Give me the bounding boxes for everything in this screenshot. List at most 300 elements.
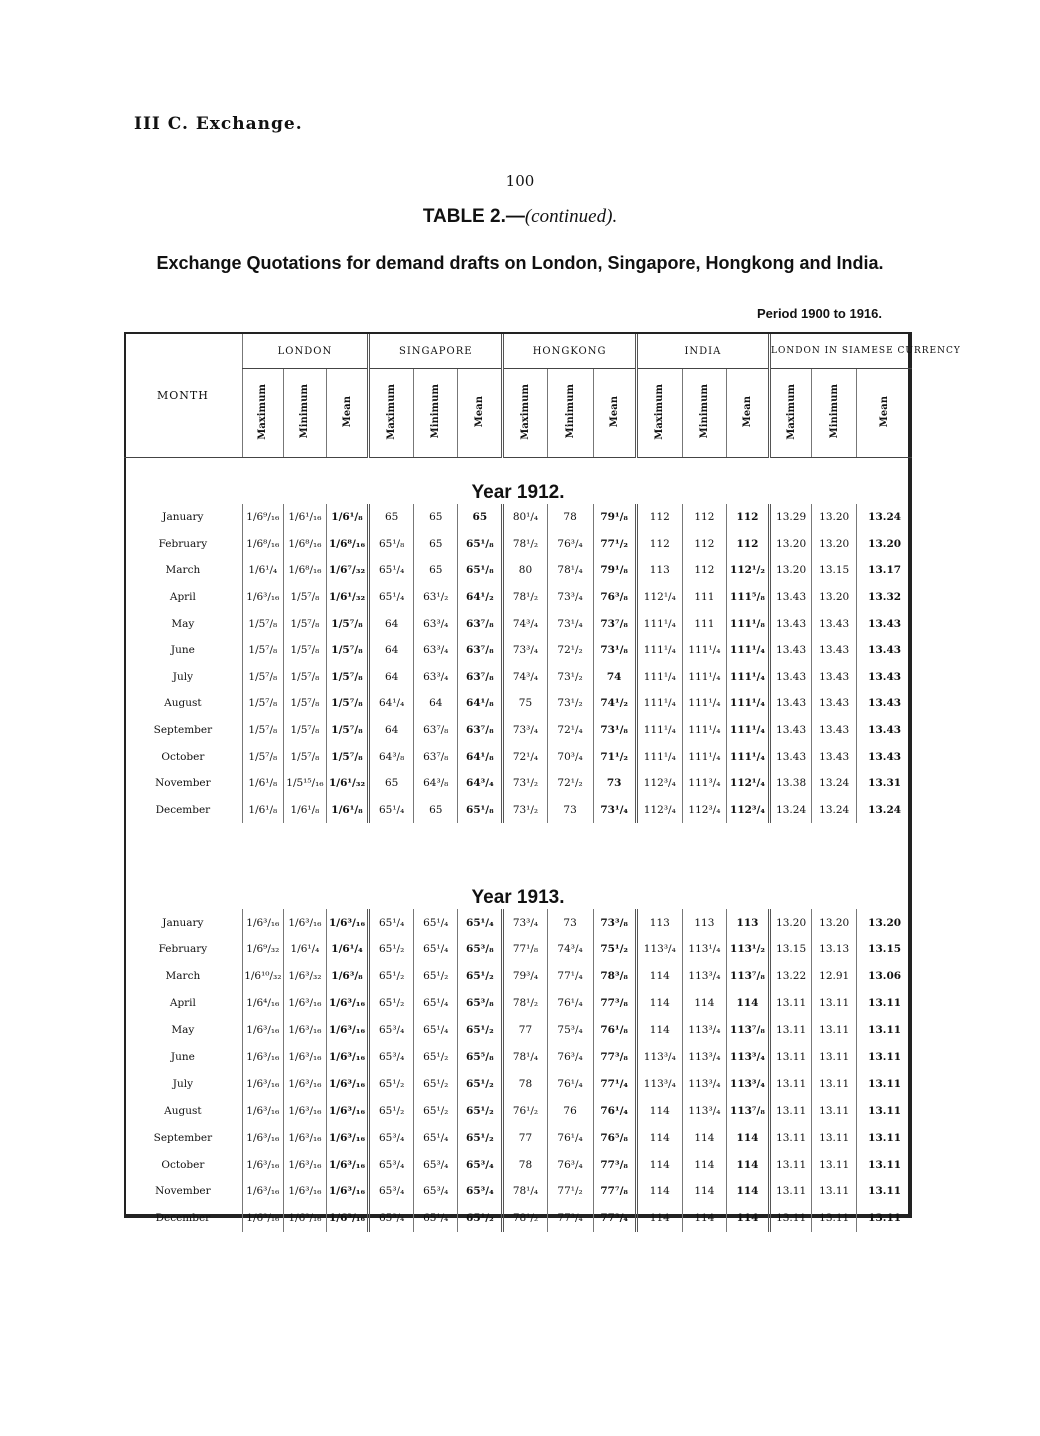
table-row — [124, 610, 912, 637]
cell-hongkong-mean: 71¹/₂ — [593, 743, 636, 770]
cell-singapore-mean: 64³/₄ — [458, 770, 503, 797]
subheader-label: Mean — [879, 395, 891, 428]
subheader-label: Mean — [341, 395, 353, 428]
cell-india-mean: 114 — [726, 1124, 769, 1151]
cell-hongkong-minimum: 73¹/₂ — [547, 664, 593, 691]
cell-siamese-mean: 13.43 — [857, 717, 912, 744]
cell-hongkong-maximum: 75 — [503, 690, 547, 717]
cell-london-minimum: 1/6³/₁₆ — [283, 1205, 326, 1232]
cell-siamese-minimum: 13.15 — [812, 557, 857, 584]
cell-singapore-minimum: 65¹/₄ — [414, 1124, 458, 1151]
cell-singapore-maximum: 65¹/₂ — [369, 963, 414, 990]
cell-london-mean: 1/5⁷/₈ — [326, 743, 368, 770]
cell-london-maximum: 1/6⁹/₃₂ — [242, 936, 283, 963]
cell-london-maximum: 1/6³/₁₆ — [242, 909, 283, 936]
cell-london-maximum: 1/6³/₁₆ — [242, 1044, 283, 1071]
cell-siamese-mean: 13.17 — [857, 557, 912, 584]
cell-hongkong-minimum: 72¹/₂ — [547, 770, 593, 797]
cell-london-minimum: 1/6³/₁₆ — [283, 1097, 326, 1124]
cell-hongkong-maximum: 78 — [503, 1151, 547, 1178]
cell-siamese-maximum: 13.15 — [770, 936, 812, 963]
cell-hongkong-maximum: 77 — [503, 1017, 547, 1044]
cell-singapore-minimum: 65¹/₄ — [414, 1205, 458, 1232]
table-row — [124, 963, 912, 990]
cell-siamese-mean: 13.11 — [857, 1205, 912, 1232]
cell-india-maximum: 114 — [636, 1178, 682, 1205]
cell-siamese-maximum: 13.11 — [770, 1124, 812, 1151]
cell-hongkong-minimum: 76³/₄ — [547, 1044, 593, 1071]
table-row — [124, 557, 912, 584]
cell-london-mean: 1/6⁸/₁₆ — [326, 531, 368, 558]
cell-singapore-mean: 65¹/₂ — [458, 1124, 503, 1151]
cell-london-minimum: 1/6³/₁₆ — [283, 909, 326, 936]
cell-london-mean: 1/6³/₁₆ — [326, 1070, 368, 1097]
cell-london-mean: 1/6³/₁₆ — [326, 1151, 368, 1178]
cell-singapore-mean: 65³/₈ — [458, 990, 503, 1017]
subheader-label: Minimum — [698, 384, 710, 439]
cell-siamese-minimum: 13.20 — [812, 504, 857, 531]
cell-singapore-mean: 65 — [458, 504, 503, 531]
cell-singapore-mean: 65¹/₂ — [458, 1097, 503, 1124]
cell-india-minimum: 111¹/₄ — [682, 743, 726, 770]
cell-singapore-minimum: 64 — [414, 690, 458, 717]
cell-hongkong-mean: 77¹/₄ — [593, 1070, 636, 1097]
cell-london-minimum: 1/6³/₁₆ — [283, 990, 326, 1017]
month-cell: April — [169, 591, 196, 604]
cell-singapore-minimum: 65¹/₄ — [414, 936, 458, 963]
table-row — [124, 1070, 912, 1097]
cell-hongkong-maximum: 77 — [503, 1124, 547, 1151]
cell-london-mean: 1/6¹/₃₂ — [326, 770, 368, 797]
subheader-label: Mean — [742, 395, 753, 428]
cell-india-minimum: 113³/₄ — [682, 1097, 726, 1124]
cell-hongkong-mean: 79¹/₈ — [593, 504, 636, 531]
cell-india-maximum: 114 — [636, 1017, 682, 1044]
cell-hongkong-maximum: 78¹/₂ — [503, 990, 547, 1017]
cell-hongkong-minimum: 77¹/₄ — [547, 963, 593, 990]
subheader-label: Minimum — [828, 384, 840, 439]
cell-singapore-minimum: 65³/₄ — [414, 1178, 458, 1205]
cell-singapore-minimum: 65¹/₄ — [414, 909, 458, 936]
cell-hongkong-maximum: 80 — [503, 557, 547, 584]
cell-siamese-mean: 13.20 — [857, 531, 912, 558]
cell-london-minimum: 1/6³/₁₆ — [283, 1124, 326, 1151]
cell-hongkong-maximum: 78¹/₂ — [503, 584, 547, 611]
cell-london-mean: 1/5⁷/₈ — [326, 717, 368, 744]
cell-india-maximum: 114 — [636, 1151, 682, 1178]
cell-siamese-minimum: 12.91 — [812, 963, 857, 990]
subheader-label: Maximum — [785, 383, 797, 440]
cell-india-mean: 114 — [726, 990, 769, 1017]
cell-india-maximum: 113 — [636, 909, 682, 936]
cell-london-maximum: 1/6³/₁₆ — [242, 1070, 283, 1097]
cell-london-maximum: 1/5⁷/₈ — [242, 664, 283, 691]
cell-london-minimum: 1/5⁷/₈ — [283, 717, 326, 744]
cell-singapore-maximum: 65³/₄ — [369, 1205, 414, 1232]
cell-london-minimum: 1/6³/₁₆ — [283, 1070, 326, 1097]
cell-singapore-minimum: 65¹/₄ — [414, 1017, 458, 1044]
cell-london-mean: 1/6¹/₈ — [326, 504, 368, 531]
cell-siamese-mean: 13.11 — [857, 990, 912, 1017]
cell-siamese-mean: 13.11 — [857, 1044, 912, 1071]
cell-india-mean: 112 — [726, 531, 769, 558]
cell-hongkong-mean: 73¹/₈ — [593, 637, 636, 664]
cell-singapore-maximum: 65¹/₂ — [369, 990, 414, 1017]
cell-siamese-minimum: 13.11 — [812, 1178, 857, 1205]
table-title-main: TABLE 2.— — [422, 206, 525, 227]
cell-siamese-minimum: 13.20 — [812, 909, 857, 936]
month-cell: June — [170, 1051, 195, 1064]
cell-india-maximum: 111¹/₄ — [636, 690, 682, 717]
table-row — [124, 584, 912, 611]
cell-siamese-maximum: 13.29 — [770, 504, 812, 531]
cell-siamese-minimum: 13.11 — [812, 1017, 857, 1044]
subheader-siamese-minimum — [812, 369, 857, 458]
cell-hongkong-minimum: 73 — [547, 797, 593, 824]
cell-siamese-mean: 13.11 — [857, 1151, 912, 1178]
cell-siamese-minimum: 13.43 — [812, 743, 857, 770]
cell-london-mean: 1/6¹/₈ — [326, 797, 368, 824]
cell-singapore-maximum: 64 — [369, 717, 414, 744]
cell-singapore-maximum: 65¹/₂ — [369, 936, 414, 963]
cell-india-minimum: 113³/₄ — [682, 963, 726, 990]
cell-india-mean: 113¹/₂ — [726, 936, 769, 963]
cell-india-mean: 111¹/₄ — [726, 717, 769, 744]
cell-hongkong-maximum: 73¹/₂ — [503, 770, 547, 797]
cell-hongkong-minimum: 73¹/₂ — [547, 690, 593, 717]
cell-siamese-maximum: 13.11 — [770, 1070, 812, 1097]
cell-india-maximum: 114 — [636, 1124, 682, 1151]
cell-india-minimum: 112 — [682, 531, 726, 558]
table-row — [124, 664, 912, 691]
cell-london-minimum: 1/6¹/₁₆ — [283, 504, 326, 531]
cell-india-maximum: 113³/₄ — [636, 1070, 682, 1097]
cell-siamese-minimum: 13.24 — [812, 770, 857, 797]
cell-siamese-minimum: 13.11 — [812, 1151, 857, 1178]
cell-london-minimum: 1/5⁷/₈ — [283, 690, 326, 717]
cell-hongkong-mean: 77³/₈ — [593, 1151, 636, 1178]
cell-india-maximum: 113³/₄ — [636, 936, 682, 963]
cell-singapore-mean: 65³/₄ — [458, 1151, 503, 1178]
cell-london-maximum: 1/6³/₁₆ — [242, 1097, 283, 1124]
cell-singapore-mean: 63⁷/₈ — [458, 610, 503, 637]
cell-london-minimum: 1/6¹/₈ — [283, 797, 326, 824]
cell-singapore-minimum: 64³/₈ — [414, 770, 458, 797]
month-cell: October — [161, 1158, 205, 1171]
cell-india-mean: 113⁷/₈ — [726, 1017, 769, 1044]
month-cell: July — [172, 1077, 194, 1090]
cell-siamese-maximum: 13.20 — [770, 557, 812, 584]
cell-hongkong-minimum: 72¹/₂ — [547, 637, 593, 664]
cell-india-minimum: 112³/₄ — [682, 797, 726, 824]
cell-singapore-mean: 63⁷/₈ — [458, 717, 503, 744]
month-cell: July — [172, 670, 194, 683]
cell-siamese-mean: 13.24 — [857, 797, 912, 824]
subheader-siamese-mean — [857, 369, 912, 458]
subheader-siamese-maximum — [770, 369, 812, 458]
cell-singapore-minimum: 63³/₄ — [414, 637, 458, 664]
month-cell: June — [170, 644, 195, 657]
cell-london-maximum: 1/6⁸/₁₆ — [242, 531, 283, 558]
cell-india-minimum: 113¹/₄ — [682, 936, 726, 963]
cell-siamese-maximum: 13.11 — [770, 1178, 812, 1205]
cell-siamese-mean: 13.06 — [857, 963, 912, 990]
cell-singapore-maximum: 65¹/₂ — [369, 1097, 414, 1124]
cell-singapore-maximum: 64¹/₄ — [369, 690, 414, 717]
month-cell: May — [171, 1024, 195, 1037]
month-cell: August — [164, 1104, 202, 1117]
cell-hongkong-mean: 76¹/₈ — [593, 1017, 636, 1044]
subheader-label: Minimum — [430, 384, 442, 439]
cell-hongkong-maximum: 72¹/₄ — [503, 743, 547, 770]
cell-london-maximum: 1/6⁴/₁₆ — [242, 990, 283, 1017]
cell-london-minimum: 1/6¹/₄ — [283, 936, 326, 963]
cell-siamese-maximum: 13.43 — [770, 690, 812, 717]
cell-hongkong-maximum: 73³/₄ — [503, 717, 547, 744]
cell-singapore-maximum: 65³/₄ — [369, 1178, 414, 1205]
cell-hongkong-maximum: 78 — [503, 1070, 547, 1097]
cell-singapore-minimum: 65³/₄ — [414, 1151, 458, 1178]
month-cell: January — [162, 511, 204, 524]
cell-siamese-mean: 13.11 — [857, 1017, 912, 1044]
cell-hongkong-minimum: 78¹/₄ — [547, 557, 593, 584]
cell-london-maximum: 1/6³/₁₆ — [242, 584, 283, 611]
cell-siamese-maximum: 13.11 — [770, 1205, 812, 1232]
cell-london-maximum: 1/6¹/₄ — [242, 557, 283, 584]
table-row — [124, 797, 912, 824]
cell-india-maximum: 111¹/₄ — [636, 743, 682, 770]
cell-singapore-minimum: 65¹/₂ — [414, 1097, 458, 1124]
cell-singapore-mean: 65¹/₈ — [458, 557, 503, 584]
cell-hongkong-minimum: 70³/₄ — [547, 743, 593, 770]
cell-london-mean: 1/6³/₁₆ — [326, 909, 368, 936]
cell-hongkong-minimum: 74³/₄ — [547, 936, 593, 963]
cell-siamese-minimum: 13.43 — [812, 637, 857, 664]
cell-singapore-minimum: 65¹/₄ — [414, 990, 458, 1017]
cell-singapore-minimum: 65¹/₂ — [414, 963, 458, 990]
month-cell: November — [155, 777, 211, 790]
cell-india-mean: 111⁵/₈ — [726, 584, 769, 611]
cell-hongkong-maximum: 78¹/₄ — [503, 1044, 547, 1071]
month-cell: May — [171, 617, 195, 630]
cell-london-mean: 1/6³/₁₆ — [326, 1044, 368, 1071]
subheader-label: Maximum — [386, 383, 398, 440]
subheader-label: Minimum — [299, 384, 311, 439]
cell-hongkong-minimum: 76¹/₄ — [547, 990, 593, 1017]
table-row — [124, 936, 912, 963]
table-row — [124, 1097, 912, 1124]
cell-hongkong-mean: 73⁷/₈ — [593, 610, 636, 637]
cell-india-maximum: 113 — [636, 557, 682, 584]
cell-india-maximum: 114 — [636, 963, 682, 990]
cell-hongkong-minimum: 73¹/₄ — [547, 610, 593, 637]
cell-siamese-mean: 13.43 — [857, 637, 912, 664]
cell-india-minimum: 111 — [682, 584, 726, 611]
cell-siamese-minimum: 13.11 — [812, 1070, 857, 1097]
cell-india-minimum: 112 — [682, 504, 726, 531]
cell-india-mean: 111¹/₈ — [726, 610, 769, 637]
subheader-london-mean — [326, 369, 368, 458]
cell-india-mean: 111¹/₄ — [726, 690, 769, 717]
cell-london-mean: 1/6³/₁₆ — [326, 1124, 368, 1151]
cell-singapore-maximum: 65¹/₈ — [369, 531, 414, 558]
cell-singapore-mean: 64¹/₈ — [458, 743, 503, 770]
cell-london-maximum: 1/6¹/₈ — [242, 797, 283, 824]
cell-hongkong-minimum: 77³/₄ — [547, 1205, 593, 1232]
cell-siamese-maximum: 13.38 — [770, 770, 812, 797]
cell-london-mean: 1/6³/₁₆ — [326, 1017, 368, 1044]
cell-singapore-maximum: 65 — [369, 504, 414, 531]
table-row — [124, 1205, 912, 1232]
subheader-hongkong-maximum — [503, 369, 547, 458]
cell-hongkong-maximum: 78¹/₂ — [503, 1205, 547, 1232]
cell-hongkong-maximum: 74³/₄ — [503, 664, 547, 691]
cell-siamese-mean: 13.15 — [857, 936, 912, 963]
cell-london-maximum: 1/5⁷/₈ — [242, 690, 283, 717]
period-label: Period 1900 to 1916. — [756, 306, 882, 321]
year-row — [124, 863, 912, 909]
cell-siamese-mean: 13.11 — [857, 1097, 912, 1124]
cell-india-minimum: 114 — [682, 1151, 726, 1178]
cell-india-minimum: 114 — [682, 1178, 726, 1205]
cell-hongkong-mean: 73¹/₈ — [593, 717, 636, 744]
cell-siamese-maximum: 13.43 — [770, 743, 812, 770]
cell-india-minimum: 112 — [682, 557, 726, 584]
cell-singapore-mean: 65¹/₂ — [458, 1017, 503, 1044]
cell-india-maximum: 113³/₄ — [636, 1044, 682, 1071]
cell-singapore-maximum: 64³/₈ — [369, 743, 414, 770]
cell-hongkong-maximum: 78¹/₂ — [503, 531, 547, 558]
cell-london-minimum: 1/5⁷/₈ — [283, 743, 326, 770]
cell-india-maximum: 112³/₄ — [636, 770, 682, 797]
cell-siamese-minimum: 13.11 — [812, 990, 857, 1017]
cell-singapore-maximum: 64 — [369, 664, 414, 691]
cell-hongkong-minimum: 76³/₄ — [547, 531, 593, 558]
cell-siamese-mean: 13.20 — [857, 909, 912, 936]
cell-singapore-maximum: 65³/₄ — [369, 1044, 414, 1071]
cell-hongkong-minimum: 76¹/₄ — [547, 1070, 593, 1097]
cell-singapore-minimum: 63¹/₂ — [414, 584, 458, 611]
cell-siamese-minimum: 13.43 — [812, 610, 857, 637]
cell-london-maximum: 1/6³/₁₆ — [242, 1124, 283, 1151]
table-row — [124, 990, 912, 1017]
cell-hongkong-mean: 79¹/₈ — [593, 557, 636, 584]
month-cell: December — [155, 803, 211, 816]
cell-london-mean: 1/6¹/₃₂ — [326, 584, 368, 611]
section-heading: III C. Exchange. — [134, 114, 303, 134]
cell-london-mean: 1/6³/₁₆ — [326, 1097, 368, 1124]
table-row — [124, 770, 912, 797]
cell-siamese-maximum: 13.11 — [770, 1044, 812, 1071]
exchange-table — [124, 334, 961, 1232]
cell-hongkong-mean: 78³/₈ — [593, 963, 636, 990]
cell-london-mean: 1/6³/₁₆ — [326, 1178, 368, 1205]
cell-india-maximum: 112¹/₄ — [636, 584, 682, 611]
cell-singapore-minimum: 65 — [414, 504, 458, 531]
subheader-label: Maximum — [257, 383, 269, 440]
cell-singapore-minimum: 65 — [414, 531, 458, 558]
cell-india-mean: 113 — [726, 909, 769, 936]
cell-singapore-maximum: 65³/₄ — [369, 1017, 414, 1044]
cell-singapore-minimum: 65¹/₂ — [414, 1070, 458, 1097]
cell-india-mean: 113⁷/₈ — [726, 963, 769, 990]
cell-siamese-mean: 13.43 — [857, 690, 912, 717]
cell-india-minimum: 111¹/₄ — [682, 637, 726, 664]
cell-hongkong-maximum: 73³/₄ — [503, 637, 547, 664]
cell-singapore-maximum: 64 — [369, 637, 414, 664]
cell-london-mean: 1/6³/₁₆ — [326, 990, 368, 1017]
cell-singapore-mean: 65¹/₂ — [458, 963, 503, 990]
cell-siamese-maximum: 13.11 — [770, 990, 812, 1017]
cell-siamese-maximum: 13.11 — [770, 1097, 812, 1124]
cell-india-minimum: 113 — [682, 909, 726, 936]
subheader-singapore-mean — [458, 369, 503, 458]
cell-india-maximum: 114 — [636, 990, 682, 1017]
cell-siamese-minimum: 13.11 — [812, 1097, 857, 1124]
cell-singapore-minimum: 63³/₄ — [414, 610, 458, 637]
cell-india-mean: 113³/₄ — [726, 1044, 769, 1071]
cell-siamese-minimum: 13.11 — [812, 1044, 857, 1071]
cell-london-mean: 1/6³/₁₆ — [326, 1205, 368, 1232]
cell-singapore-maximum: 65¹/₄ — [369, 557, 414, 584]
cell-india-mean: 113⁷/₈ — [726, 1097, 769, 1124]
cell-london-mean: 1/5⁷/₈ — [326, 690, 368, 717]
section-gap — [124, 823, 912, 863]
cell-hongkong-mean: 74¹/₂ — [593, 690, 636, 717]
cell-london-maximum: 1/5⁷/₈ — [242, 610, 283, 637]
cell-india-mean: 111¹/₄ — [726, 664, 769, 691]
cell-india-minimum: 111¹/₄ — [682, 717, 726, 744]
table-row — [124, 717, 912, 744]
cell-hongkong-maximum: 79³/₄ — [503, 963, 547, 990]
table-row — [124, 531, 912, 558]
subheader-label: Maximum — [519, 383, 531, 440]
cell-india-mean: 113³/₄ — [726, 1070, 769, 1097]
subheader-india-maximum — [636, 369, 682, 458]
cell-hongkong-mean: 75¹/₂ — [593, 936, 636, 963]
cell-india-mean: 114 — [726, 1151, 769, 1178]
cell-singapore-mean: 63⁷/₈ — [458, 664, 503, 691]
table-row — [124, 637, 912, 664]
cell-siamese-mean: 13.24 — [857, 504, 912, 531]
cell-hongkong-maximum: 74³/₄ — [503, 610, 547, 637]
cell-singapore-mean: 65³/₈ — [458, 936, 503, 963]
cell-london-minimum: 1/6³/₁₆ — [283, 1151, 326, 1178]
cell-london-maximum: 1/6³/₁₆ — [242, 1178, 283, 1205]
cell-siamese-mean: 13.43 — [857, 610, 912, 637]
group-header-london-siamese: LONDON IN SIAMESE CURRENCY — [770, 334, 912, 369]
cell-london-maximum: 1/5⁷/₈ — [242, 637, 283, 664]
cell-hongkong-maximum: 76¹/₂ — [503, 1097, 547, 1124]
cell-india-maximum: 112 — [636, 504, 682, 531]
cell-hongkong-maximum: 80¹/₄ — [503, 504, 547, 531]
cell-india-maximum: 111¹/₄ — [636, 717, 682, 744]
month-cell: February — [158, 943, 208, 956]
cell-india-minimum: 111³/₄ — [682, 770, 726, 797]
cell-singapore-maximum: 65³/₄ — [369, 1151, 414, 1178]
year-label: Year 1913. — [471, 887, 565, 909]
table-row — [124, 1017, 912, 1044]
month-cell: November — [155, 1185, 211, 1198]
cell-siamese-maximum: 13.43 — [770, 584, 812, 611]
cell-hongkong-mean: 74 — [593, 664, 636, 691]
cell-singapore-mean: 64¹/₂ — [458, 584, 503, 611]
cell-hongkong-maximum: 73¹/₂ — [503, 797, 547, 824]
cell-india-minimum: 111 — [682, 610, 726, 637]
cell-hongkong-minimum: 73 — [547, 909, 593, 936]
cell-london-minimum: 1/6³/₁₆ — [283, 1044, 326, 1071]
cell-london-maximum: 1/6¹⁰/₃₂ — [242, 963, 283, 990]
